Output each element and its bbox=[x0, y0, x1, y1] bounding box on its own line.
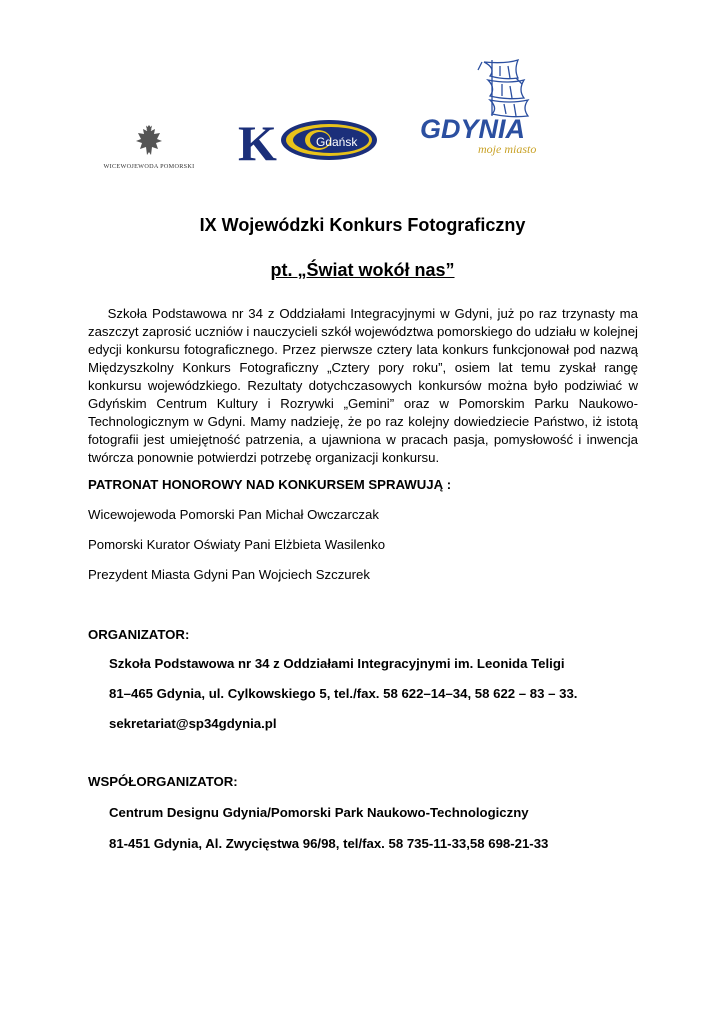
kuratorium-gdansk-logo bbox=[238, 116, 380, 166]
patron-item: Prezydent Miasta Gdyni Pan Wojciech Szczurek bbox=[88, 567, 370, 582]
document-subtitle: pt. „Świat wokół nas” bbox=[270, 260, 455, 280]
gdynia-slogan: moje miasto bbox=[478, 142, 537, 156]
intro-text: Szkoła Podstawowa nr 34 z Oddziałami Integracyjnymi w Gdyni, już po raz trzynasty ma zaszczyt zaprosić uczniów i nauczycieli szkół województwa pomorskiego do udziału w kolejnej edycji konkursu fotograficznego. Przez pierwsze cztery lata konkurs funkcjonował pod nazwą Międzyszkolny Konkurs Fotograficzny „Cztery pory roku”, osiem lat temu zyskał rangę konkursu wojewódzkiego. Rezultaty dotychczasowych konkursów można było podziwiać w Gdyńskim Centrum Kultury i Rozrywki „Gemini” oraz w Pomorskim Parku Naukowo-Technologicznym w Gdyni. Mamy nadzieję, że po raz kolejny dowiedziecie Państwo, iż istotą fotografii jest umiejętność patrzenia, a ujawniona w pracach pasja, pomysłowość i inwencja twórcza ponownie potwierdzi potrzebę organizacji konkursu. bbox=[88, 306, 638, 465]
organizer-email: sekretariat@sp34gdynia.pl bbox=[109, 716, 277, 731]
organizer-heading: ORGANIZATOR: bbox=[88, 627, 190, 642]
gdynia-logo bbox=[418, 56, 558, 158]
svg-text:K: K bbox=[238, 116, 277, 166]
wicewojewoda-logo bbox=[88, 125, 210, 175]
coorganizer-name: Centrum Designu Gdynia/Pomorski Park Naukowo-Technologiczny bbox=[109, 805, 529, 820]
document-title: IX Wojewódzki Konkurs Fotograficzny bbox=[199, 215, 526, 235]
gdansk-logo-text: Gdańsk bbox=[316, 135, 358, 149]
patron-item: Pomorski Kurator Oświaty Pani Elżbieta Wasilenko bbox=[88, 537, 386, 552]
logo-header bbox=[0, 0, 725, 190]
patron-item: Wicewojewoda Pomorski Pan Michał Owczarczak bbox=[88, 507, 379, 522]
eagle-emblem-icon bbox=[135, 125, 163, 159]
patronat-heading: PATRONAT HONOROWY NAD KONKURSEM SPRAWUJĄ : bbox=[88, 477, 452, 492]
coorganizer-heading: WSPÓŁORGANIZATOR: bbox=[88, 774, 238, 789]
sail-ship-icon bbox=[478, 60, 528, 117]
intro-paragraph bbox=[88, 305, 638, 467]
organizer-address: 81–465 Gdynia, ul. Cylkowskiego 5, tel./fax. 58 622–14–34, 58 622 – 83 – 33. bbox=[109, 686, 578, 701]
wicewojewoda-text: WICEWOJEWODA POMORSKI bbox=[103, 163, 195, 170]
gdynia-logo-text: GDYNIA bbox=[420, 114, 526, 144]
organizer-name: Szkoła Podstawowa nr 34 z Oddziałami Integracyjnymi im. Leonida Teligi bbox=[109, 656, 565, 671]
coorganizer-address: 81-451 Gdynia, Al. Zwycięstwa 96/98, tel/fax. 58 735-11-33,58 698-21-33 bbox=[109, 836, 549, 851]
